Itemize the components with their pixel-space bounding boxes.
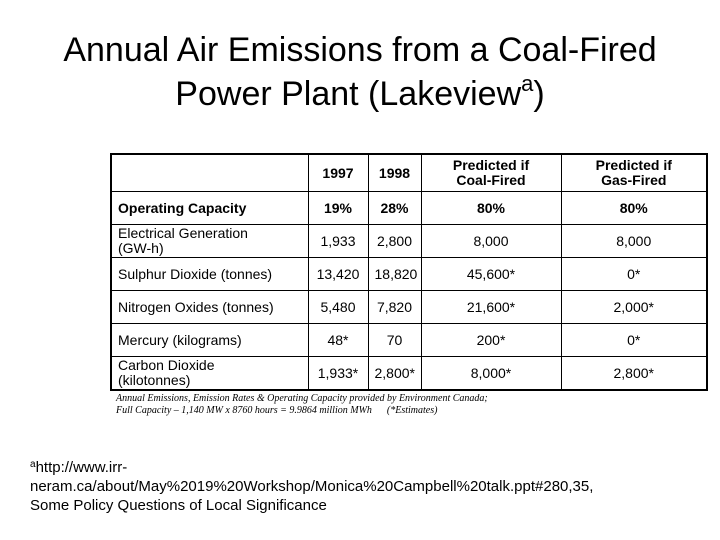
table-cell: 200* <box>421 324 561 357</box>
table-body <box>111 192 707 391</box>
row-label-cell <box>111 258 308 291</box>
row-label: Electrical Generation <box>118 225 248 241</box>
table-row-mercury <box>111 324 707 357</box>
table-cell: 80% <box>421 192 561 225</box>
source-note-line-1: Annual Emissions, Emission Rates & Operating Capacity provided by Environment Canada; <box>116 393 488 404</box>
emissions-table-image <box>110 153 708 417</box>
table-cell: 5,480 <box>308 291 368 324</box>
table-cell: 28% <box>368 192 421 225</box>
row-label: Sulphur Dioxide (tonnes) <box>118 265 273 282</box>
header-text: Predicted if <box>452 157 530 173</box>
title-line-1: Annual Air Emissions from a Coal-Fired <box>63 31 657 69</box>
header-cell-predicted-coal <box>421 154 561 192</box>
table-cell: 0* <box>561 324 707 357</box>
row-label: Carbon Dioxide <box>118 357 215 373</box>
table-cell: 13,420 <box>308 258 368 291</box>
title-line-2 <box>20 72 700 116</box>
table-cell: 8,000 <box>561 225 707 258</box>
footnote-url-part-2: neram.ca/about/May%2019%20Workshop/Monica%20Campbell%20talk.ppt#280,35, <box>30 478 594 495</box>
table-header-row <box>111 154 707 192</box>
header-cell-1997 <box>308 154 368 192</box>
header-cell-1998 <box>368 154 421 192</box>
slide-title <box>20 28 700 116</box>
table-source-note <box>116 393 708 417</box>
header-text: 1998 <box>378 164 411 181</box>
table-cell: 45,600* <box>421 258 561 291</box>
emissions-table <box>110 153 708 391</box>
row-label: (GW-h) <box>118 240 164 256</box>
table-cell: 1,933* <box>308 357 368 391</box>
row-label-cell <box>111 192 308 225</box>
title-close-paren: ) <box>533 75 545 113</box>
table-cell: 2,800* <box>368 357 421 391</box>
table-cell: 70 <box>368 324 421 357</box>
footnote-marker: a <box>30 459 36 470</box>
table-cell: 8,000 <box>421 225 561 258</box>
row-label-cell <box>111 357 308 391</box>
row-label-cell <box>111 291 308 324</box>
table-row-sulphur-dioxide <box>111 258 707 291</box>
row-label: Nitrogen Oxides (tonnes) <box>118 298 274 315</box>
table-row-nitrogen-oxides <box>111 291 707 324</box>
table-cell: 7,820 <box>368 291 421 324</box>
header-text: Coal-Fired <box>456 172 526 188</box>
table-cell: 1,933 <box>308 225 368 258</box>
table-cell: 18,820 <box>368 258 421 291</box>
table-cell: 2,000* <box>561 291 707 324</box>
table-cell: 2,800* <box>561 357 707 391</box>
table-cell: 80% <box>561 192 707 225</box>
table-row-operating-capacity <box>111 192 707 225</box>
row-label-cell <box>111 225 308 258</box>
row-label: Mercury (kilograms) <box>118 331 242 348</box>
footnote-line-1 <box>30 458 715 477</box>
table-cell: 48* <box>308 324 368 357</box>
table-row-electrical-generation <box>111 225 707 258</box>
header-cell-blank <box>111 154 308 192</box>
title-footnote-marker: a <box>521 71 534 96</box>
header-text: Gas-Fired <box>601 172 667 188</box>
table-cell: 8,000* <box>421 357 561 391</box>
header-cell-predicted-gas <box>561 154 707 192</box>
header-text: 1997 <box>322 164 354 181</box>
table-row-carbon-dioxide <box>111 357 707 391</box>
header-text: Predicted if <box>595 157 672 173</box>
footnote-url-part-1: http://www.irr- <box>35 459 128 476</box>
row-label-cell <box>111 324 308 357</box>
title-line-2-text: Power Plant (Lakeview <box>175 75 522 113</box>
table-cell: 19% <box>308 192 368 225</box>
table-cell: 0* <box>561 258 707 291</box>
row-label: Operating Capacity <box>118 199 247 216</box>
table-cell: 2,800 <box>368 225 421 258</box>
footnote-description: Some Policy Questions of Local Significance <box>30 497 327 514</box>
source-note-line-2: Full Capacity – 1,140 MW x 8760 hours = 9.9864 million MWh (*Estimates) <box>116 405 438 416</box>
table-cell: 21,600* <box>421 291 561 324</box>
slide-footnote <box>30 458 715 515</box>
row-label: (kilotonnes) <box>118 372 191 388</box>
